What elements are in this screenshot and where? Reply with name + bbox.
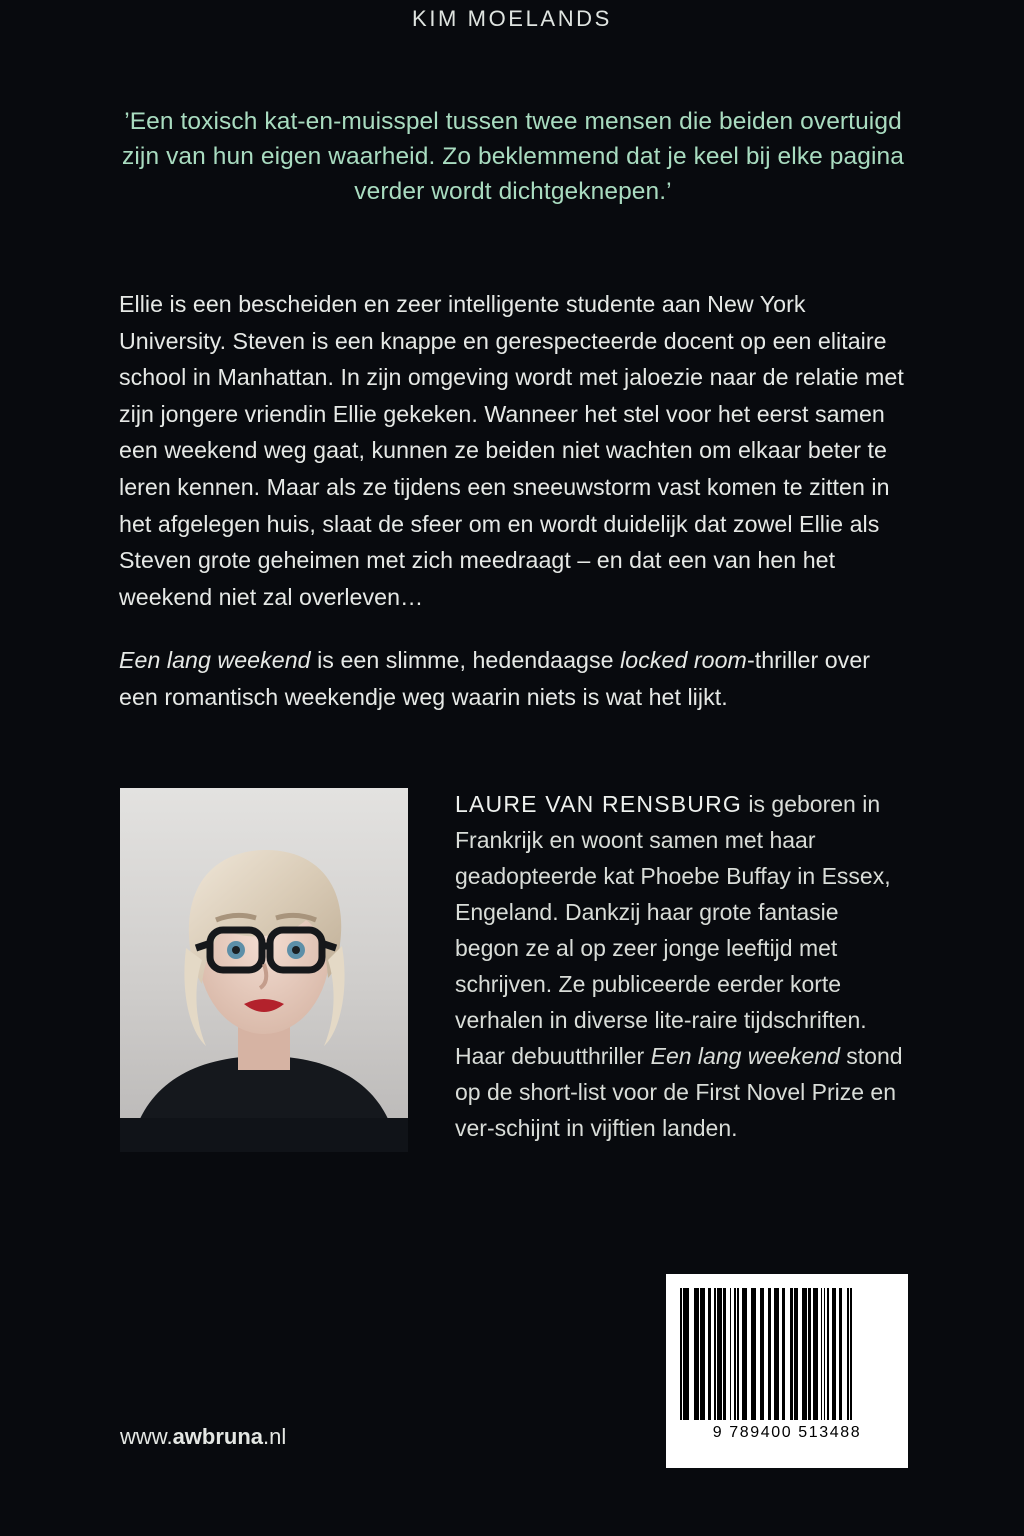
review-quote: ’Een toxisch kat-en-muisspel tussen twee mensen die beiden overtuigd zijn van hun eigen waarheid. Zo beklemmend dat je keel bij elke pagina verder wordt dichtgeknepen.’ <box>122 108 904 205</box>
blurb-paragraph-1: Ellie is een bescheiden en zeer intelligente studente aan New York University. Steven is een knappe en gerespecteerde docent op een elitaire school in Manhattan. In zijn omgeving wordt met jaloezie naar de relatie met zijn jongere vriendin Ellie gekeken. Wanneer het stel voor het eerst samen een weekend weg gaat, kunnen ze beiden niet wachten om elkaar beter te leren kennen. Maar als ze tijdens een sneeuwstorm vast komen te zitten in het afgelegen huis, slaat de sfeer om en wordt duidelijk dat zowel Ellie als Steven grote geheimen met zich meedraagt – en dat een van hen het weekend niet zal overleven… <box>119 291 904 610</box>
barcode-bars <box>680 1288 894 1420</box>
author-bio-book-title: Een lang weekend <box>650 1043 840 1069</box>
review-quote-attribution: KIM MOELANDS <box>412 6 612 31</box>
blurb-locked-room-italic: locked room <box>620 647 747 674</box>
author-portrait-photo <box>120 788 408 1152</box>
author-name: LAURE VAN RENSBURG <box>455 791 743 817</box>
book-blurb <box>119 286 909 716</box>
blurb-end-text: -thriller over een romantisch weekendje weg waarin niets is wat het lijkt. <box>119 647 871 710</box>
website-prefix: www. <box>120 1424 173 1449</box>
author-bio-part-1: is geboren in Frankrijk en woont samen met haar geadopteerde kat Phoebe Buffay in Essex, Engeland. Dankzij haar grote fantasie begon ze al op zeer jonge leeftijd met schrijven. Ze publiceerde eerder korte verhalen in diverse lite-raire tijdschriften. Haar debuutthriller <box>455 791 891 1069</box>
author-bio-part-2: stond op de short-list voor de First Novel Prize en ver-schijnt in vijftien landen. <box>455 1043 903 1141</box>
blurb-paragraph-2 <box>119 642 909 715</box>
author-bio <box>455 786 907 1146</box>
barcode <box>666 1274 908 1468</box>
publisher-website[interactable] <box>120 1424 286 1450</box>
barcode-digits: 9 789400 513488 <box>712 1424 862 1441</box>
blurb-mid-text: is een slimme, hedendaagse <box>310 647 621 674</box>
website-brand: awbruna <box>172 1424 264 1449</box>
website-suffix: .nl <box>263 1424 287 1449</box>
blurb-title-italic: Een lang weekend <box>119 647 311 674</box>
author-portrait-illustration <box>120 788 408 1152</box>
